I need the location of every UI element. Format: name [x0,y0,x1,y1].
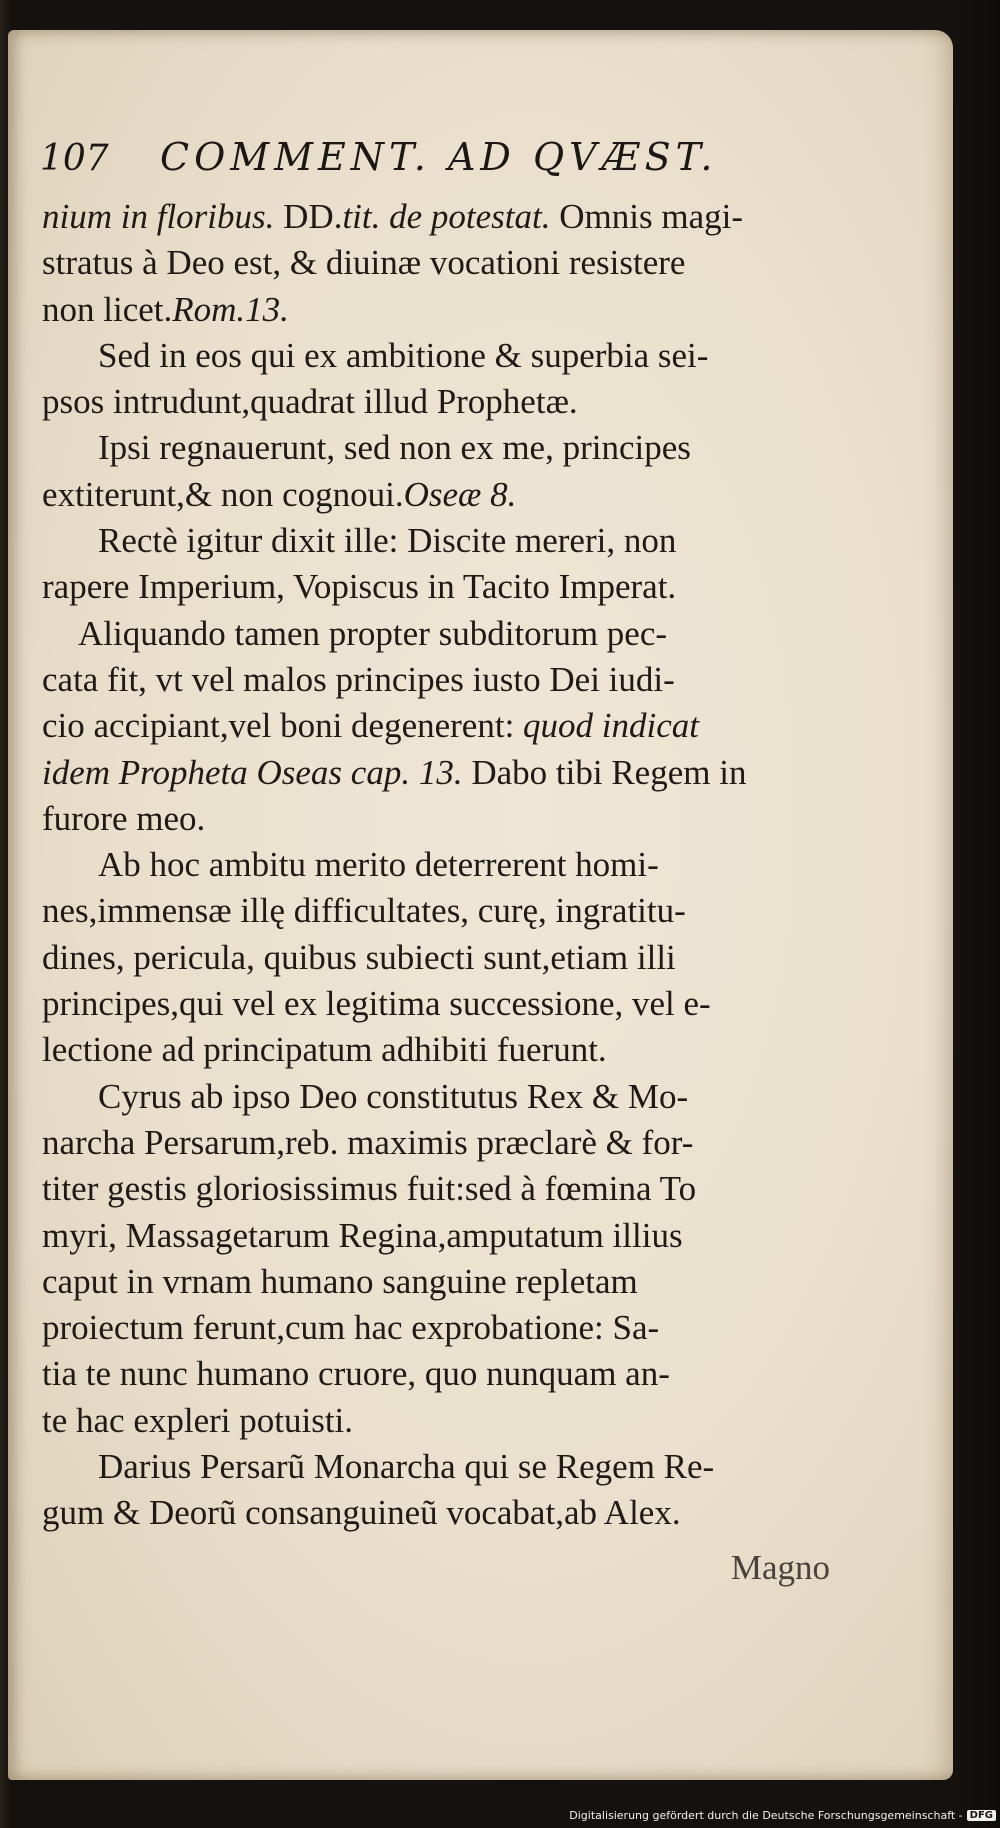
page-number: 107 [40,138,109,179]
text-line [42,611,832,657]
body-text [42,194,832,1537]
text-segment: cata fit, vt vel malos principes iusto Dei iudi- [42,659,675,699]
text-line [42,981,832,1027]
text-line [42,888,832,934]
running-head: COMMENT. AD QVÆST. [160,135,718,179]
text-segment: Aliquando tamen propter subditorum pec- [78,613,668,653]
text-segment: extiterunt,& non cognoui. [42,474,404,514]
text-line [42,750,832,796]
catchword: Magno [730,1548,830,1587]
text-line [42,1213,832,1259]
text-line [42,1444,832,1490]
text-segment: Ab hoc ambitu merito deterrerent homi- [98,845,659,885]
text-segment: te hac expleri potuisti. [42,1400,354,1440]
text-line [42,425,832,471]
text-line [42,379,832,425]
text-segment: cio accipiant,vel boni degenerent: [42,706,524,746]
text-line [42,287,832,333]
text-segment: rapere Imperium, Vopiscus in Tacito Imperat. [42,567,677,607]
text-line [42,1120,832,1166]
credit-text: Digitalisierung gefördert durch die Deutsche Forschungsgemeinschaft - [569,1809,963,1822]
text-segment: Darius Persarũ Monarcha qui se Regem Re- [98,1447,715,1487]
text-segment: Omnis magi- [550,197,743,236]
text-line [42,518,832,564]
text-line [42,1351,832,1397]
text-line [42,1490,832,1536]
text-line [42,1259,832,1305]
text-line [42,657,832,703]
text-segment: dines, pericula, quibus subiecti sunt,etiam illi [42,937,676,977]
text-segment: caput in vrnam humano sanguine repletam [42,1261,638,1301]
text-line [42,564,832,610]
text-segment: stratus à Deo est, & diuinæ vocationi resistere [42,243,686,283]
text-segment: titer gestis gloriosissimus fuit:sed à fœmina To [42,1169,697,1209]
text-line [42,796,832,842]
text-line [42,935,832,981]
text-segment: Dabo tibi Regem in [462,752,747,792]
text-segment: tia te nunc humano cruore, quo nunquam an- [42,1354,670,1394]
text-segment: non licet. [42,289,173,329]
text-segment: Sed in eos qui ex ambitione & superbia sei- [98,335,709,375]
text-segment: principes,qui vel ex legitima successione, vel e- [42,984,711,1024]
italic-segment: idem Propheta Oseas cap. 13. [42,752,463,792]
italic-segment: quod indicat [523,706,700,746]
italic-segment: Oseæ 8. [403,474,517,514]
text-line [42,842,832,888]
italic-segment: tit. de potestat. [342,197,551,236]
page-header [40,135,860,179]
text-segment: proiectum ferunt,cum hac exprobatione: Sa- [42,1308,660,1348]
text-line [42,1074,832,1120]
digitization-credit [569,1809,996,1822]
text-line [42,703,832,749]
text-line [42,1166,832,1212]
text-line [42,240,832,286]
text-segment: Ipsi regnauerunt, sed non ex me, principes [98,428,691,468]
italic-segment: nium in floribus. [42,197,275,236]
text-segment: lectione ad principatum adhibiti fuerunt. [42,1030,607,1070]
text-segment: psos intrudunt,quadrat illud Prophetæ. [42,382,578,422]
text-segment: narcha Persarum,reb. maximis præclarè & for- [42,1122,694,1162]
text-line [42,333,832,379]
text-line [42,1398,832,1444]
text-line [42,194,832,240]
italic-segment: Rom.13. [172,289,289,329]
dfg-logo: DFG [967,1810,996,1821]
text-segment: gum & Deorũ consanguineũ vocabat,ab Alex. [42,1493,681,1533]
text-line [42,1027,832,1073]
text-segment: furore meo. [42,798,206,838]
text-segment: nes,immensæ illę difficultates, curę, ingratitu- [42,891,686,931]
text-line [42,1305,832,1351]
text-segment: Rectè igitur dixit ille: Discite mereri, non [98,521,677,561]
text-segment: myri, Massagetarum Regina,amputatum illius [42,1215,683,1255]
text-line [42,472,832,518]
text-segment: DD. [274,197,343,236]
text-segment: Cyrus ab ipso Deo constitutus Rex & Mo- [98,1076,689,1116]
